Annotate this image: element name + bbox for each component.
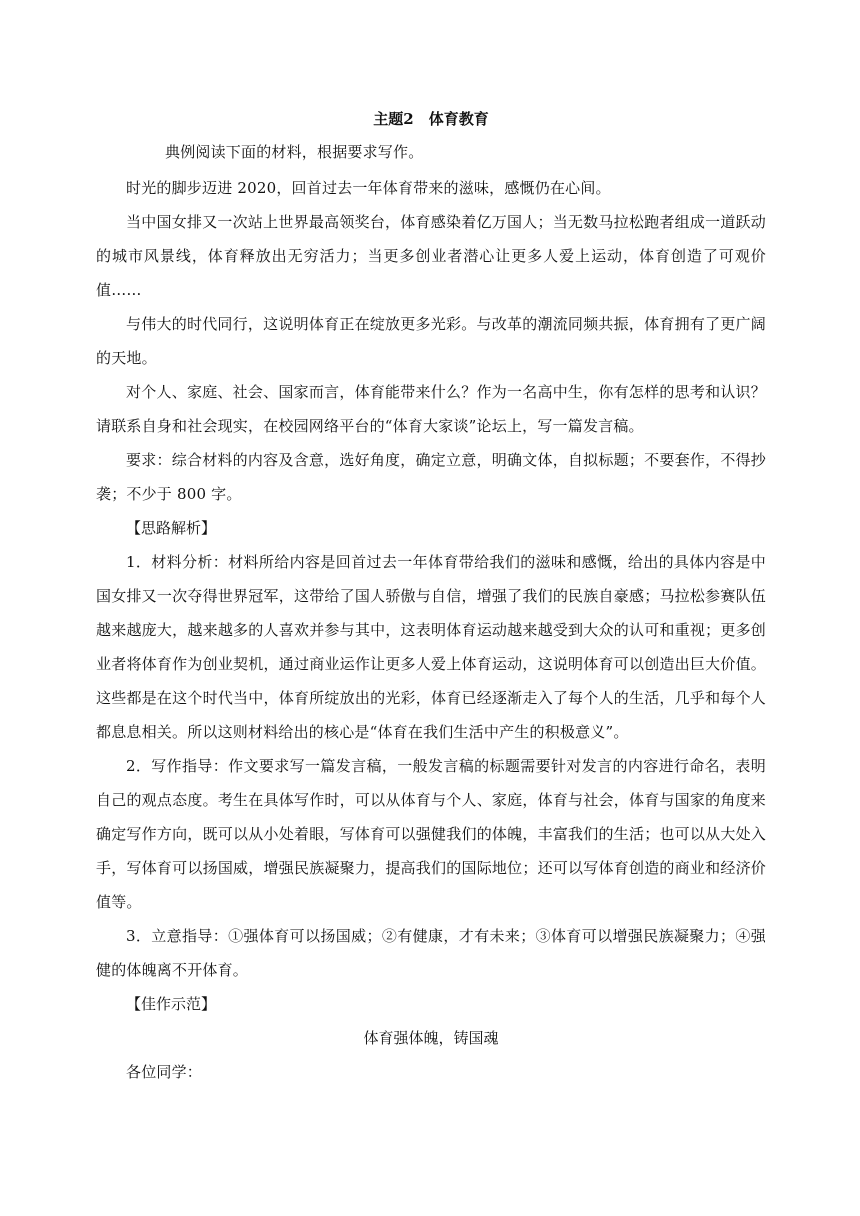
document-title: 主题2 体育教育: [373, 110, 489, 128]
essay-title: 体育强体魄，铸国魂: [363, 1029, 499, 1047]
analysis-paragraph: 3．立意指导：①强体育可以扬国威；②有健康，才有未来；③体育可以增强民族凝聚力；④强健的体魄离不开体育。: [96, 927, 766, 979]
analysis-paragraph: 2．写作指导：作文要求写一篇发言稿，一般发言稿的标题需要针对发言的内容进行命名，表明自己的观点态度。考生在具体写作时，可以从体育与个人、家庭，体育与社会，体育与国家的角度来确定写作方向，既可以从小处着眼，写体育可以强健我们的体魄，丰富我们的生活；也可以从大处入手，写体育可以扬国威，增强民族凝聚力，提高我们的国际地位；还可以写体育创造的商业和经济价值等。: [96, 757, 766, 911]
material-paragraph: 与伟大的时代同行，这说明体育正在绽放更多光彩。与改革的潮流同频共振，体育拥有了更广阔的天地。: [96, 315, 766, 367]
intro-paragraph: 典例阅读下面的材料，根据要求写作。: [165, 143, 424, 161]
material-paragraph: 当中国女排又一次站上世界最高领奖台，体育感染着亿万国人；当无数马拉松跑者组成一道跃动的城市风景线，体育释放出无穷活力；当更多创业者潜心让更多人爱上运动，体育创造了可观价值……: [96, 213, 766, 299]
analysis-paragraph: 1．材料分析：材料所给内容是回首过去一年体育带给我们的滋味和感慨，给出的具体内容是中国女排又一次夺得世界冠军，这带给了国人骄傲与自信，增强了我们的民族自豪感；马拉松参赛队伍越来越庞大，越来越多的人喜欢并参与其中，这表明体育运动越来越受到大众的认可和重视；更多创业者将体育作为创业契机，通过商业运作让更多人爱上体育运动，这说明体育可以创造出巨大价值。这些都是在这个时代当中，体育所绽放出的光彩，体育已经逐渐走入了每个人的生活，几乎和每个人都息息相关。所以这则材料给出的核心是“体育在我们生活中产生的积极意义”。: [96, 553, 766, 741]
essay-greeting: 各位同学：: [126, 1063, 203, 1081]
document-page: [96, 108, 766, 1089]
requirements-paragraph: 要求：综合材料的内容及含意，选好角度，确定立意，明确文体，自拟标题；不要套作，不得抄袭；不少于 800 字。: [96, 451, 766, 503]
material-paragraph: 对个人、家庭、社会、国家而言，体育能带来什么？作为一名高中生，你有怎样的思考和认识？请联系自身和社会现实，在校园网络平台的“体育大家谈”论坛上，写一篇发言稿。: [96, 383, 766, 435]
analysis-heading: 【思路解析】: [126, 519, 217, 537]
example-heading: 【佳作示范】: [126, 995, 217, 1013]
material-paragraph: 时光的脚步迈进 2020，回首过去一年体育带来的滋味，感慨仍在心间。: [126, 179, 611, 197]
